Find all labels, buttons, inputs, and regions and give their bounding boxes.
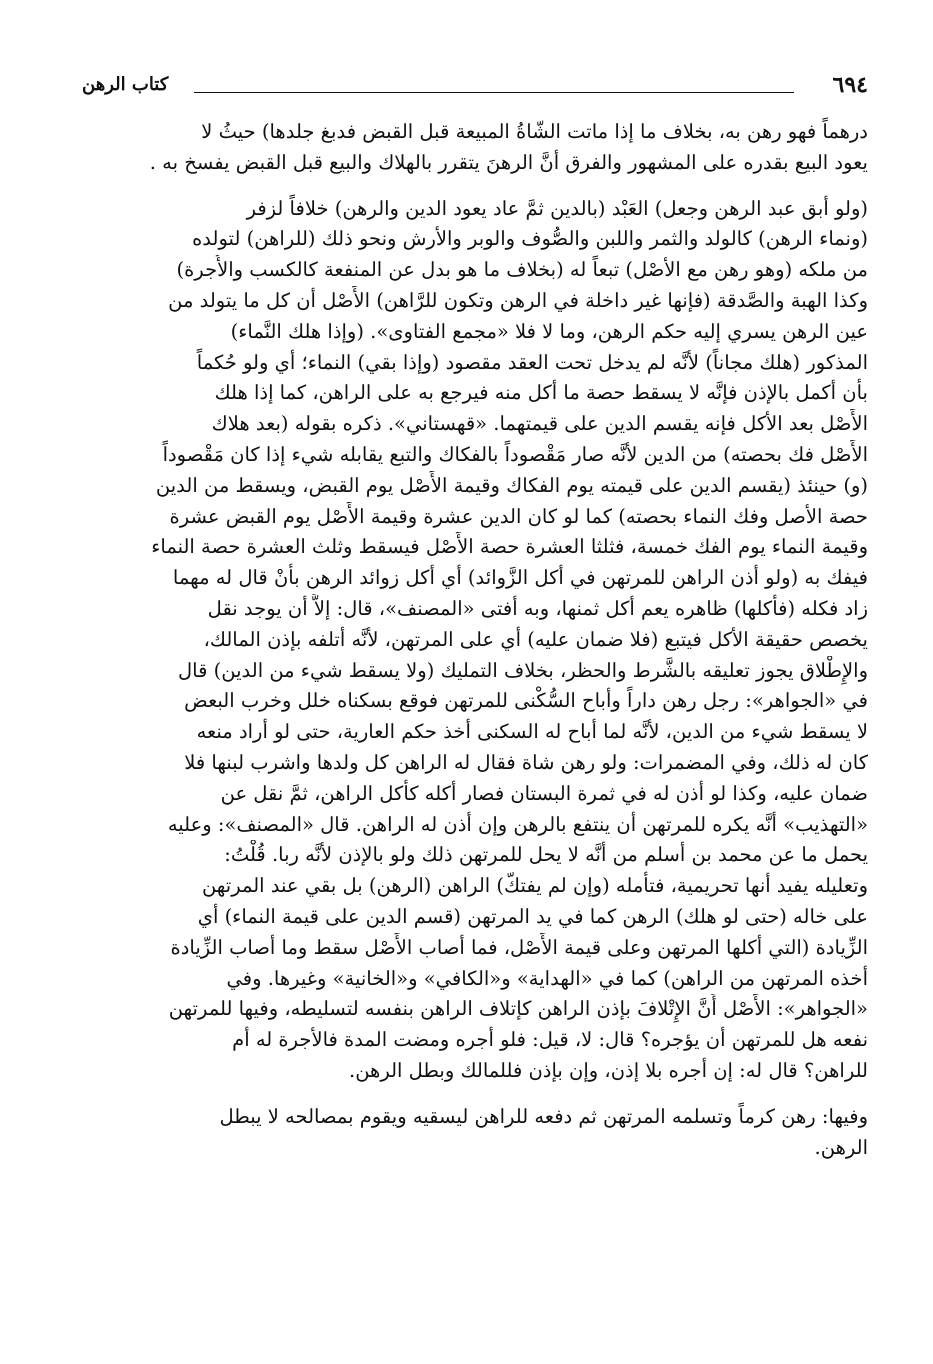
paragraph-2	[86, 194, 868, 1087]
text-line: عين الرهن يسري إليه حكم الرهن، وما لا فلا «مجمع الفتاوى». (وإذا هلك النَّماء)	[230, 319, 868, 343]
text-line: يخصص حقيقة الأكل فيتبع (فلا ضمان عليه) أي على المرتهن، لأنَّه أتلفه بإذن المالك،	[203, 627, 868, 651]
text-line: حصة الأصل وفك النماء بحصته) كما لو كان الدين عشرة وقيمة الأَصْل يوم القبض عشرة	[169, 504, 868, 528]
text-line: نفعه هل للمرتهن أن يؤجره؟ قال: لا، قيل: فلو أجره ومضت المدة فالأجرة له أم	[232, 1028, 868, 1052]
text-line: الأَصْل بعد الأكل فإنه يقسم الدين على قيمتهما. «قهستاني». ذكره بقوله (بعد هلاك	[211, 412, 868, 436]
text-line: الأَصْل فك بحصته) من الدين لأنَّه صار مَقْصوداً بالفكاك والتبع يقابله شيء إذا كان مَقْصوداً	[162, 442, 868, 466]
text-line: فيفك به (ولو أذن الراهن للمرتهن في أكل الزَّوائد) أي أكل زوائد الرهن بأَنْ قال له مهما	[172, 566, 868, 590]
paragraph-1	[86, 117, 868, 179]
page-number: ٦٩٤	[832, 72, 868, 98]
text-line: على خاله (حتى لو هلك) الرهن كما في يد المرتهن (قسم الدين على قيمة النماء) أي	[197, 904, 868, 928]
text-line: في «الجواهر»: رجل رهن داراً وأباح السُّكْنى للمرتهن فوقع بسكناه خلل وخرب البعض	[184, 689, 868, 713]
text-line: وكذا الهبة والصَّدقة (فإنها غير داخلة في الرهن وتكون للرَّاهن) الأَصْل أن كل ما يتولد من	[168, 288, 868, 312]
text-line: درهماً فهو رهن به، بخلاف ما إذا ماتت الشّاةُ المبيعة قبل القبض فدبغ جلدها) حيثُ لا	[201, 120, 868, 143]
text-line: ضمان عليه، وكذا لو أذن له في ثمرة البستان فصار أكله كأكل الراهن، ثمَّ نقل عن	[220, 781, 868, 805]
text-line: الرهن.	[814, 1135, 868, 1159]
text-line: وفيها: رهن كرماً وتسلمه المرتهن ثم دفعه للراهن ليسقيه ويقوم بمصالحه لا يبطل	[219, 1104, 868, 1128]
text-line: الزِّيادة (التي أكلها المرتهن وعلى قيمة الأَصْل، فما أصاب الأَصْل سقط وما أصاب الزِّيادة	[170, 935, 868, 959]
text-line: يعود البيع بقدره على المشهور والفرق أنَّ الرهنَ يتقرر بالهلاك والبيع قبل القبض يفسخ به .	[149, 150, 868, 174]
text-line: (و) حينئذ (يقسم الدين على قيمته يوم الفكاك وقيمة الأَصْل يوم القبض، ويسقط من الدين	[155, 473, 868, 497]
body-text	[86, 117, 868, 1163]
text-line: بأن أكمل بالإذن فإنَّه لا يسقط حصة ما أكل منه فيرجع به على الراهن، كما إذا هلك	[214, 381, 868, 405]
text-line: من ملكه (وهو رهن مع الأصْل) تبعاً له (بخلاف ما هو بدل عن المنفعة كالكسب والأُجرة)	[176, 258, 868, 282]
text-line: كان له ذلك، وفي المضمرات: ولو رهن شاة فقال له الراهن كل ولدها واشرب لبنها فلا	[184, 750, 868, 774]
text-line: «التهذيب» أنَّه يكره للمرتهن أن ينتفع بالرهن وإن أذن له الراهن. قال «المصنف»: وعليه	[167, 812, 868, 836]
text-line: المذكور (هلك مجاناً) لأنَّه لم يدخل تحت العقد مقصود (وإذا بقي) النماء؛ أي ولو حُكماً	[196, 350, 868, 374]
text-line: وتعليله يفيد أنها تحريمية، فتأمله (وإن لم يفتكّ) الراهن (الرهن) بل بقي عند المرتهن	[201, 874, 868, 898]
text-line: يحمل ما عن محمد بن أسلم من أنَّه لا يحل للمرتهن ذلك ولو بالإذن لأنَّه ربا. قُلْتُ:	[224, 843, 868, 867]
text-line: والإِطْلاق يجوز تعليقه بالشَّرط والحظر، بخلاف التمليك (ولا يسقط شيء من الدين) قال	[178, 658, 868, 682]
running-title: كتاب الرهن	[82, 74, 169, 95]
text-line: زاد فكله (فأكلها) ظاهره يعم أكل ثمنها، وبه أفتى «المصنف»، قال: إلاَّ أن يوجد نقل	[207, 596, 868, 620]
page-header	[82, 72, 868, 106]
text-line: لا يسقط شيء من الدين، لأنَّه لما أباح له السكنى أخذ حكم العارية، حتى لو أراد منعه	[196, 720, 868, 744]
text-line: «الجواهر»: الأَصْل أَنَّ الإِتْلافَ بإذن الراهن كإتلاف الراهن بنفسه لتسليطه، وفيها للمرتهن	[168, 997, 868, 1021]
header-rule	[194, 92, 794, 93]
text-line: أخذه المرتهن من الراهن) كما في «الهداية» و«الكافي» و«الخانية» وغيرها. وفي	[226, 966, 868, 990]
text-line: (ولو أبق عبد الرهن وجعل) العَبْد (بالدين ثمَّ عاد يعود الدين والرهن) خلافاً لزفر	[246, 196, 868, 220]
paragraph-3	[86, 1102, 868, 1164]
text-line: (ونماء الرهن) كالولد والثمر واللبن والصُّوف والوبر والأرش ونحو ذلك (للراهن) لتولده	[192, 227, 868, 251]
text-line: وقيمة النماء يوم الفك خمسة، فثلثا العشرة حصة الأَصْل فيسقط وثلث العشرة حصة النماء	[151, 535, 868, 559]
text-line: للراهن؟ قال له: إن أجره بلا إذن، وإن بإذن فللمالك وبطل الرهن.	[349, 1058, 868, 1082]
